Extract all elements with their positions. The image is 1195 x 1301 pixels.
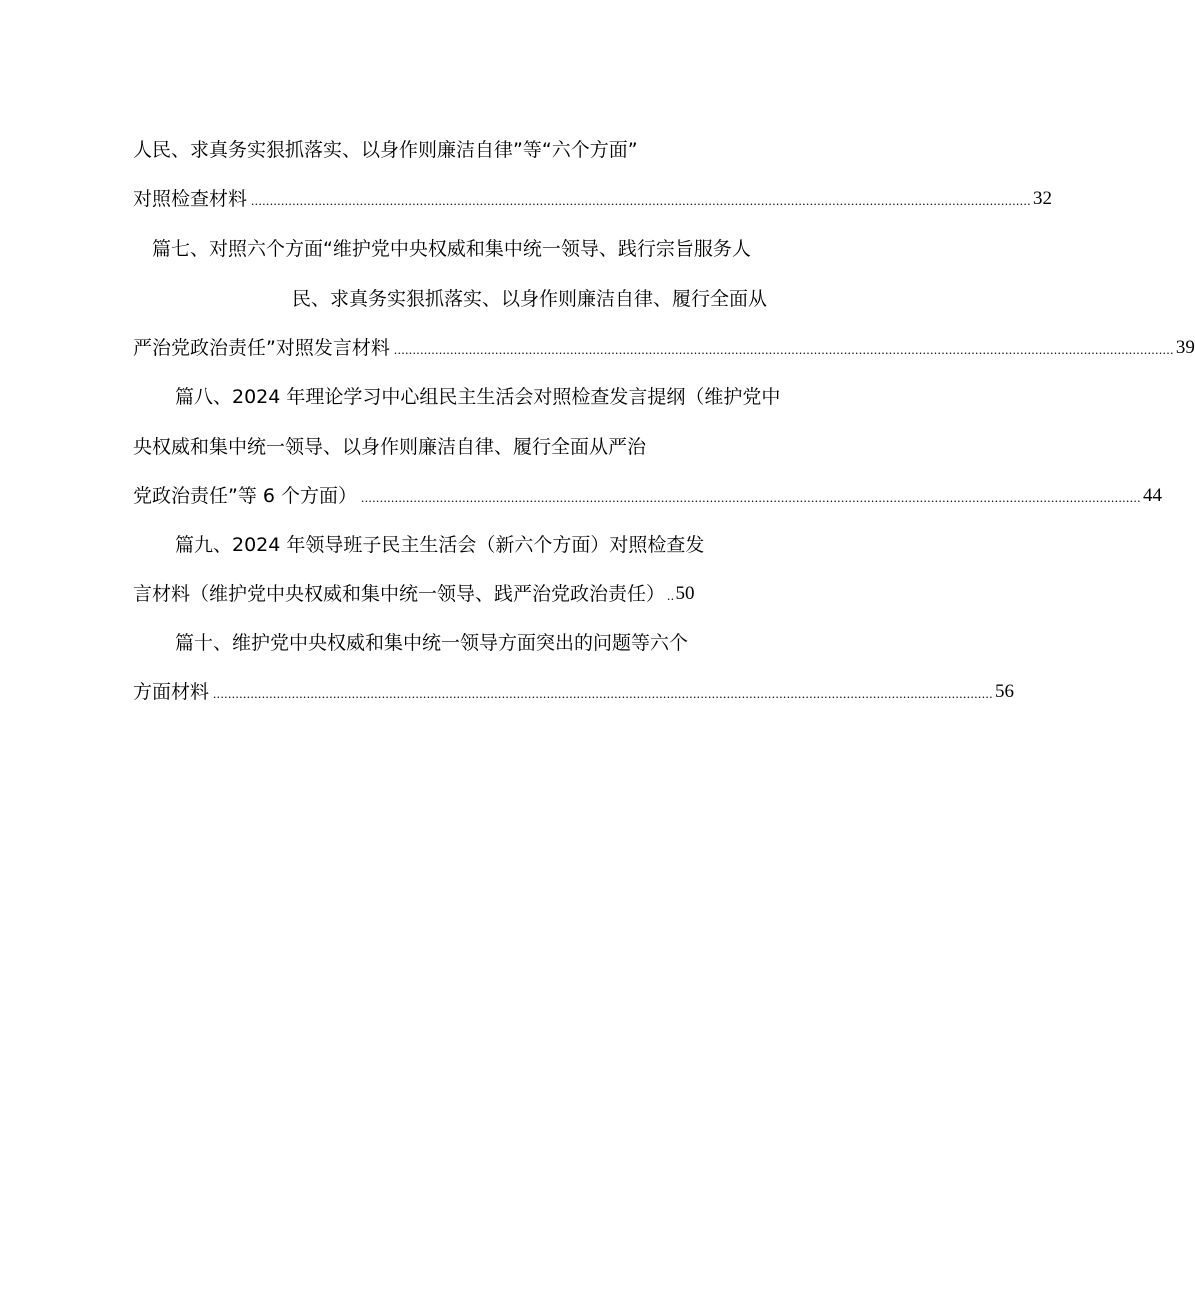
- toc-entry-7-page-number: 39: [1175, 337, 1195, 358]
- toc-entry-8-line-2: 央权威和集中统一领导、以身作则廉洁自律、履行全面从严治: [133, 436, 647, 458]
- toc-entry-9-text: 言材料（维护党中央权威和集中统一领导、践严治党政治责任）: [133, 583, 666, 605]
- toc-entry-7-line-2: 民、求真务实狠抓落实、以身作则廉洁自律、履行全面从: [292, 288, 768, 310]
- toc-entry-7-text: 严治党政治责任”对照发言材料: [133, 337, 390, 359]
- toc-entry-9-last-line[interactable]: [133, 582, 733, 606]
- dot-leader: ..: [667, 588, 675, 603]
- toc-entry-1-continuation: 人民、求真务实狠抓落实、以身作则廉洁自律”等“六个方面”: [133, 139, 638, 161]
- toc-entry-8-text: 党政治责任”等 6 个方面）: [133, 485, 358, 507]
- toc-entry-10-text: 方面材料: [133, 681, 210, 703]
- toc-entry-1-last-line[interactable]: [133, 187, 1053, 211]
- toc-entry-10-last-line[interactable]: [133, 680, 1015, 704]
- toc-entry-8-line-1[interactable]: 篇八、2024 年理论学习中心组民主生活会对照检查发言提纲（维护党中: [175, 386, 781, 408]
- dot-leader: ................................................................................................................................................................................................................: [393, 342, 1174, 357]
- dot-leader: ................................................................................................................................................................................................................: [251, 193, 1032, 208]
- toc-entry-8-last-line[interactable]: [133, 484, 1163, 508]
- toc-entry-7-line-1[interactable]: 篇七、对照六个方面“维护党中央权威和集中统一领导、践行宗旨服务人: [152, 238, 751, 260]
- toc-entry-1-text: 对照检查材料: [133, 188, 248, 210]
- toc-entry-10-line-1[interactable]: 篇十、维护党中央权威和集中统一领导方面突出的问题等六个: [175, 632, 689, 654]
- dot-leader: ................................................................................................................................................................................................................: [361, 490, 1142, 505]
- toc-entry-9-page-number: 50: [675, 583, 695, 604]
- toc-entry-9-line-1[interactable]: 篇九、2024 年领导班子民主生活会（新六个方面）对照检查发: [175, 534, 705, 556]
- toc-entry-1-page-number: 32: [1033, 188, 1053, 209]
- toc-entry-8-page-number: 44: [1143, 485, 1163, 506]
- toc-entry-7-last-line[interactable]: [133, 336, 1195, 360]
- dot-leader: ................................................................................................................................................................................................................: [213, 686, 994, 701]
- toc-entry-10-page-number: 56: [995, 681, 1015, 702]
